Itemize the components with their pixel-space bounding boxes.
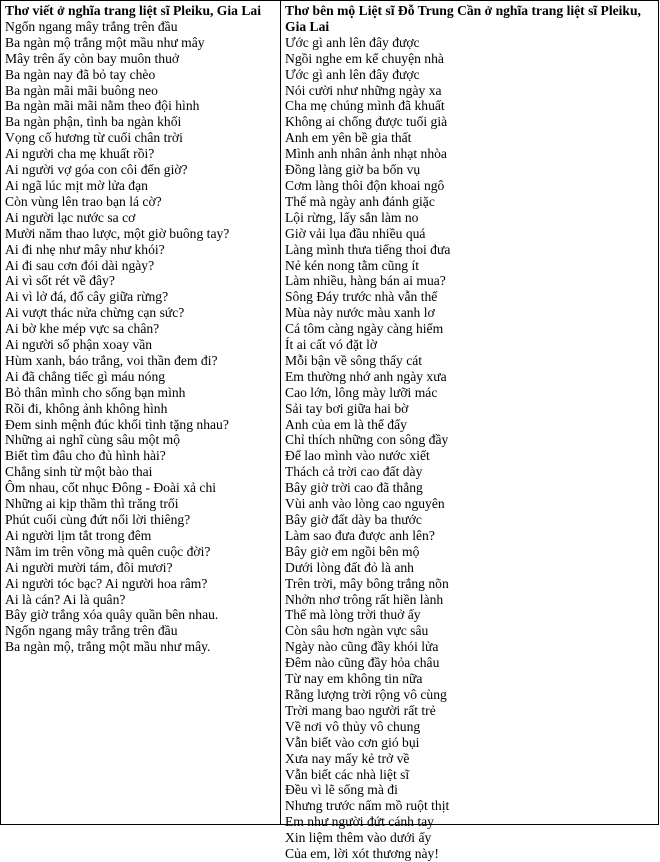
left-poem-line: Ba ngàn phận, tình ba ngàn khối — [5, 114, 182, 130]
left-poem-line: Phút cuối cùng đứt nối lời thiêng? — [5, 512, 191, 527]
right-poem-line: Mỗi bận về sông thấy cát — [285, 352, 423, 368]
right-poem-line: Ước gì anh lên đây được — [285, 34, 420, 50]
right-poem-line: Trên trời, mây bông trắng nõn — [285, 575, 449, 591]
right-poem-line: Giờ vải lụa đầu nhiều quá — [285, 225, 426, 241]
right-poem-line: Để lao mình vào nước xiết — [285, 448, 430, 464]
left-column — [1, 1, 281, 824]
left-poem-line: Ai người cha mẹ khuất rồi? — [5, 146, 155, 162]
right-poem-line: Cha mẹ chúng mình đã khuất — [285, 98, 445, 114]
left-poem-line: Mây trên ấy còn bay muôn thuở — [5, 50, 180, 66]
right-poem-line: Lội rừng, lấy sắn làm no — [285, 209, 419, 225]
left-poem-line: Ngổn ngang mây trắng trên đầu — [5, 18, 178, 34]
right-poem-line: Ngày nào cũng đầy khói lửa — [285, 639, 439, 655]
right-poem-line: Mình anh nhân ảnh nhạt nhòa — [285, 146, 447, 162]
right-poem-line: Xin liệm thêm vào dưới ấy — [285, 830, 432, 846]
left-poem-line: Ai vì sốt rét về đây? — [5, 273, 115, 289]
right-poem-line: Cơm làng thôi độn khoai ngô — [285, 177, 445, 193]
left-poem-line: Ai ngã lúc mịt mờ lửa đạn — [5, 177, 148, 193]
right-column-title: Thơ bên mộ Liệt sĩ Đỗ Trung Cần ở nghĩa trang liệt sĩ Pleiku, Gia Lai — [285, 3, 641, 34]
right-poem-line: Nói cười như những ngày xa — [285, 82, 442, 98]
left-poem-line: Ai đi sau cơn đói dài ngày? — [5, 257, 155, 273]
right-poem-line: Làm nhiều, hàng bán ai mua? — [285, 273, 446, 289]
right-poem-line: Làng mình thưa tiếng thoi đưa — [285, 241, 451, 257]
left-poem-line: Ôm nhau, cốt nhục Đông - Đoài xả chi — [5, 480, 217, 496]
left-poem-line: Vọng cố hương từ cuối chân trời — [5, 130, 183, 146]
left-poem-line: Ai đi nhẹ như mây như khói? — [5, 241, 165, 257]
right-poem-line: Rằng lượng trời rộng vô cùng — [285, 686, 447, 702]
left-poem-lines — [5, 19, 280, 655]
right-poem-line: Làm sao đưa được anh lên? — [285, 527, 435, 543]
right-poem-line: Em như người đứt cánh tay — [285, 814, 434, 830]
right-poem-line: Còn sâu hơn ngàn vực sâu — [285, 623, 429, 639]
right-column — [281, 1, 658, 862]
right-poem-line: Không ai chống được tuổi già — [285, 114, 448, 130]
left-poem-line: Ai người số phận xoay vần — [5, 337, 153, 353]
left-poem-line: Ai bờ khe mép vực sa chân? — [5, 321, 160, 337]
right-poem-line: Cá tôm càng ngày càng hiếm — [285, 321, 444, 337]
left-poem-line: Ai người tóc bạc? Ai người hoa râm? — [5, 575, 208, 591]
left-poem-line: Mười năm thao lược, một giờ buông tay? — [5, 225, 230, 241]
right-poem-line: Bây giờ đất dày ba thước — [285, 512, 422, 527]
right-poem-line: Đêm nào cũng đầy hỏa châu — [285, 655, 440, 671]
left-poem-line: Rồi đi, không ảnh không hình — [5, 400, 168, 416]
right-poem-line: Từ nay em không tin nữa — [285, 671, 423, 687]
left-poem-line: Bây giờ trắng xóa quây quần bên nhau. — [5, 607, 219, 623]
right-poem-line: Trời mang bao người rất trẻ — [285, 702, 436, 718]
right-poem-line: Cao lớn, lông mày lưỡi mác — [285, 384, 438, 400]
left-poem-line: Ai người vợ góa con côi đến giờ? — [5, 162, 188, 178]
left-poem-line: Nằm im trên võng mà quên cuộc đời? — [5, 543, 211, 559]
right-poem-line: Sông Đáy trước nhà vẫn thế — [285, 289, 438, 305]
right-poem-line: Thách cả trời cao đất dày — [285, 464, 423, 480]
right-poem-line: Em thường nhớ anh ngày xưa — [285, 368, 447, 384]
right-poem-line: Dưới lòng đất đỏ là anh — [285, 559, 414, 575]
right-poem-line: Thế mà lòng trời thuở ấy — [285, 607, 421, 623]
left-poem-line: Ba ngàn mộ trắng một mầu như mây — [5, 34, 205, 50]
left-poem-line: Biết tìm đâu cho đủ hình hài? — [5, 448, 166, 464]
left-poem-line: Ba ngàn mãi mãi nằm theo đội hình — [5, 98, 200, 114]
right-poem-line: Đồng làng giờ ba bốn vụ — [285, 162, 421, 178]
left-poem-line: Ngổn ngang mây trắng trên đầu — [5, 623, 178, 639]
right-poem-line: Của em, lời xót thương này! — [285, 846, 439, 862]
right-poem-line: Mùa này nước màu xanh lơ — [285, 305, 435, 321]
left-poem-line: Ai vì lở đá, đổ cây giữa rừng? — [5, 289, 169, 305]
left-poem-line: Ai đã chẳng tiếc gì máu nóng — [5, 368, 166, 384]
left-poem-line: Hùm xanh, báo trắng, voi thần đem đi? — [5, 352, 218, 368]
right-poem-line: Chỉ thích những con sông đầy — [285, 432, 449, 448]
left-poem-line: Bỏ thân mình cho sống bạn mình — [5, 384, 186, 400]
left-poem-line: Ba ngàn mộ, trắng một mầu như mây. — [5, 639, 211, 655]
right-poem-line: Đều vì lẽ sống mà đi — [285, 782, 398, 798]
right-poem-line: Bây giờ em ngồi bên mộ — [285, 543, 420, 559]
left-poem-line: Ai vượt thác nửa chừng cạn sức? — [5, 305, 185, 321]
left-poem-line: Ai là cán? Ai là quân? — [5, 591, 126, 607]
right-poem-line: Nhởn nhơ trông rất hiền lành — [285, 591, 444, 607]
left-poem-line: Ba ngàn nay đã bỏ tay chèo — [5, 66, 156, 82]
left-poem-line: Đem sinh mệnh đúc khối tình tặng nhau? — [5, 416, 229, 432]
right-poem-line: Vẫn biết các nhà liệt sĩ — [285, 766, 410, 782]
left-poem-line: Còn vùng lên trao bạn lá cờ? — [5, 193, 162, 209]
right-poem-lines — [285, 35, 658, 862]
right-poem-line: Ước gì anh lên đây được — [285, 66, 420, 82]
right-poem-line: Về nơi vô thủy vô chung — [285, 718, 421, 734]
left-poem-line: Những ai kịp thầm thì trăng trối — [5, 496, 179, 512]
right-poem-line: Sải tay bơi giữa hai bờ — [285, 400, 409, 416]
right-poem-line: Vẫn biết vào cơn gió bụi — [285, 734, 420, 750]
left-poem-line: Chẳng sinh từ một bào thai — [5, 464, 153, 480]
right-poem-line: Anh em yên bề gia thất — [285, 130, 412, 146]
right-poem-line: Bây giờ trời cao đã thẳng — [285, 480, 423, 496]
right-poem-line: Ngồi nghe em kể chuyện nhà — [285, 50, 444, 66]
right-poem-line: Anh của em là thế đấy — [285, 416, 407, 432]
right-poem-line: Xưa nay mấy kẻ trở về — [285, 750, 410, 766]
left-poem-line: Ba ngàn mãi mãi buông neo — [5, 82, 158, 98]
right-poem-line: Thế mà ngày anh đánh giặc — [285, 193, 435, 209]
right-poem-line: Nhưng trước nấm mồ ruột thịt — [285, 798, 450, 814]
right-poem-line: Ít ai cất vó đặt lờ — [285, 337, 378, 353]
left-poem-line: Ai người mười tám, đôi mươi? — [5, 559, 173, 575]
left-poem-line: Những ai nghĩ cùng sâu một mộ — [5, 432, 181, 448]
right-poem-line: Nẻ kén nong tằm cũng ít — [285, 257, 420, 273]
left-column-title: Thơ viết ở nghĩa trang liệt sĩ Pleiku, Gia Lai — [5, 3, 261, 18]
left-poem-line: Ai người lịm tắt trong đêm — [5, 527, 152, 543]
right-poem-line: Vùi anh vào lòng cao nguyên — [285, 496, 445, 512]
left-poem-line: Ai người lạc nước sa cơ — [5, 209, 136, 225]
